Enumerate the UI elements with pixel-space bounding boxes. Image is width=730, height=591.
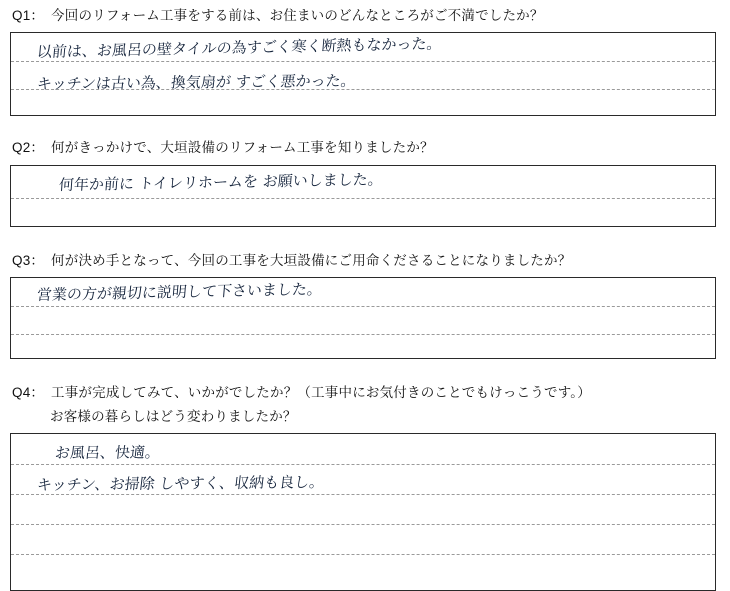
question-text-q2: Q2： 何がきっかけで、大垣設備のリフォーム工事を知りましたか？ bbox=[12, 140, 434, 156]
rule-line bbox=[11, 334, 715, 335]
question-block-q4 bbox=[10, 383, 716, 591]
question-block-q2 bbox=[10, 138, 716, 226]
handwritten-answer-line: キッチンは古い為、換気扇が すごく悪かった。 bbox=[35, 71, 357, 94]
rule-line bbox=[11, 524, 715, 525]
answer-box-q1[interactable] bbox=[10, 32, 716, 116]
rule-line bbox=[11, 198, 715, 199]
rule-line bbox=[11, 61, 715, 62]
rule-line bbox=[11, 464, 715, 465]
handwritten-answer-line: 以前は、お風呂の壁タイルの為すごく寒く断熱もなかった。 bbox=[36, 34, 443, 62]
rule-line bbox=[11, 554, 715, 555]
question-block-q3 bbox=[10, 251, 716, 359]
handwritten-answer-line: キッチン、お掃除 しやすく、収納も良し。 bbox=[35, 473, 326, 495]
answer-box-q4[interactable] bbox=[10, 433, 716, 591]
question-text-q4: Q4： 工事が完成してみて、いかがでしたか？（工事中にお気付きのことでもけっこうです。） bbox=[12, 384, 591, 400]
question-text-q1: Q1： 今回のリフォーム工事をする前は、お住まいのどんなところがご不満でしたか？ bbox=[12, 8, 544, 23]
rule-line bbox=[11, 494, 715, 495]
handwritten-answer-line: お風呂、快適。 bbox=[54, 443, 161, 463]
question-block-q1 bbox=[10, 6, 716, 116]
handwritten-answer-line: 営業の方が親切に説明して下さいました。 bbox=[36, 279, 323, 304]
rule-line bbox=[11, 306, 715, 307]
answer-box-q3[interactable] bbox=[10, 277, 716, 359]
question-text-q3: Q3： 何が決め手となって、今回の工事を大垣設備にご用命くださることになりましたか？ bbox=[12, 252, 572, 268]
answer-box-q2[interactable] bbox=[10, 165, 716, 227]
handwritten-answer-line: 何年か前に トイレリホームを お願いしました。 bbox=[58, 169, 384, 194]
question-subtext-q4: お客様の暮らしはどう変わりましたか？ bbox=[50, 409, 297, 424]
